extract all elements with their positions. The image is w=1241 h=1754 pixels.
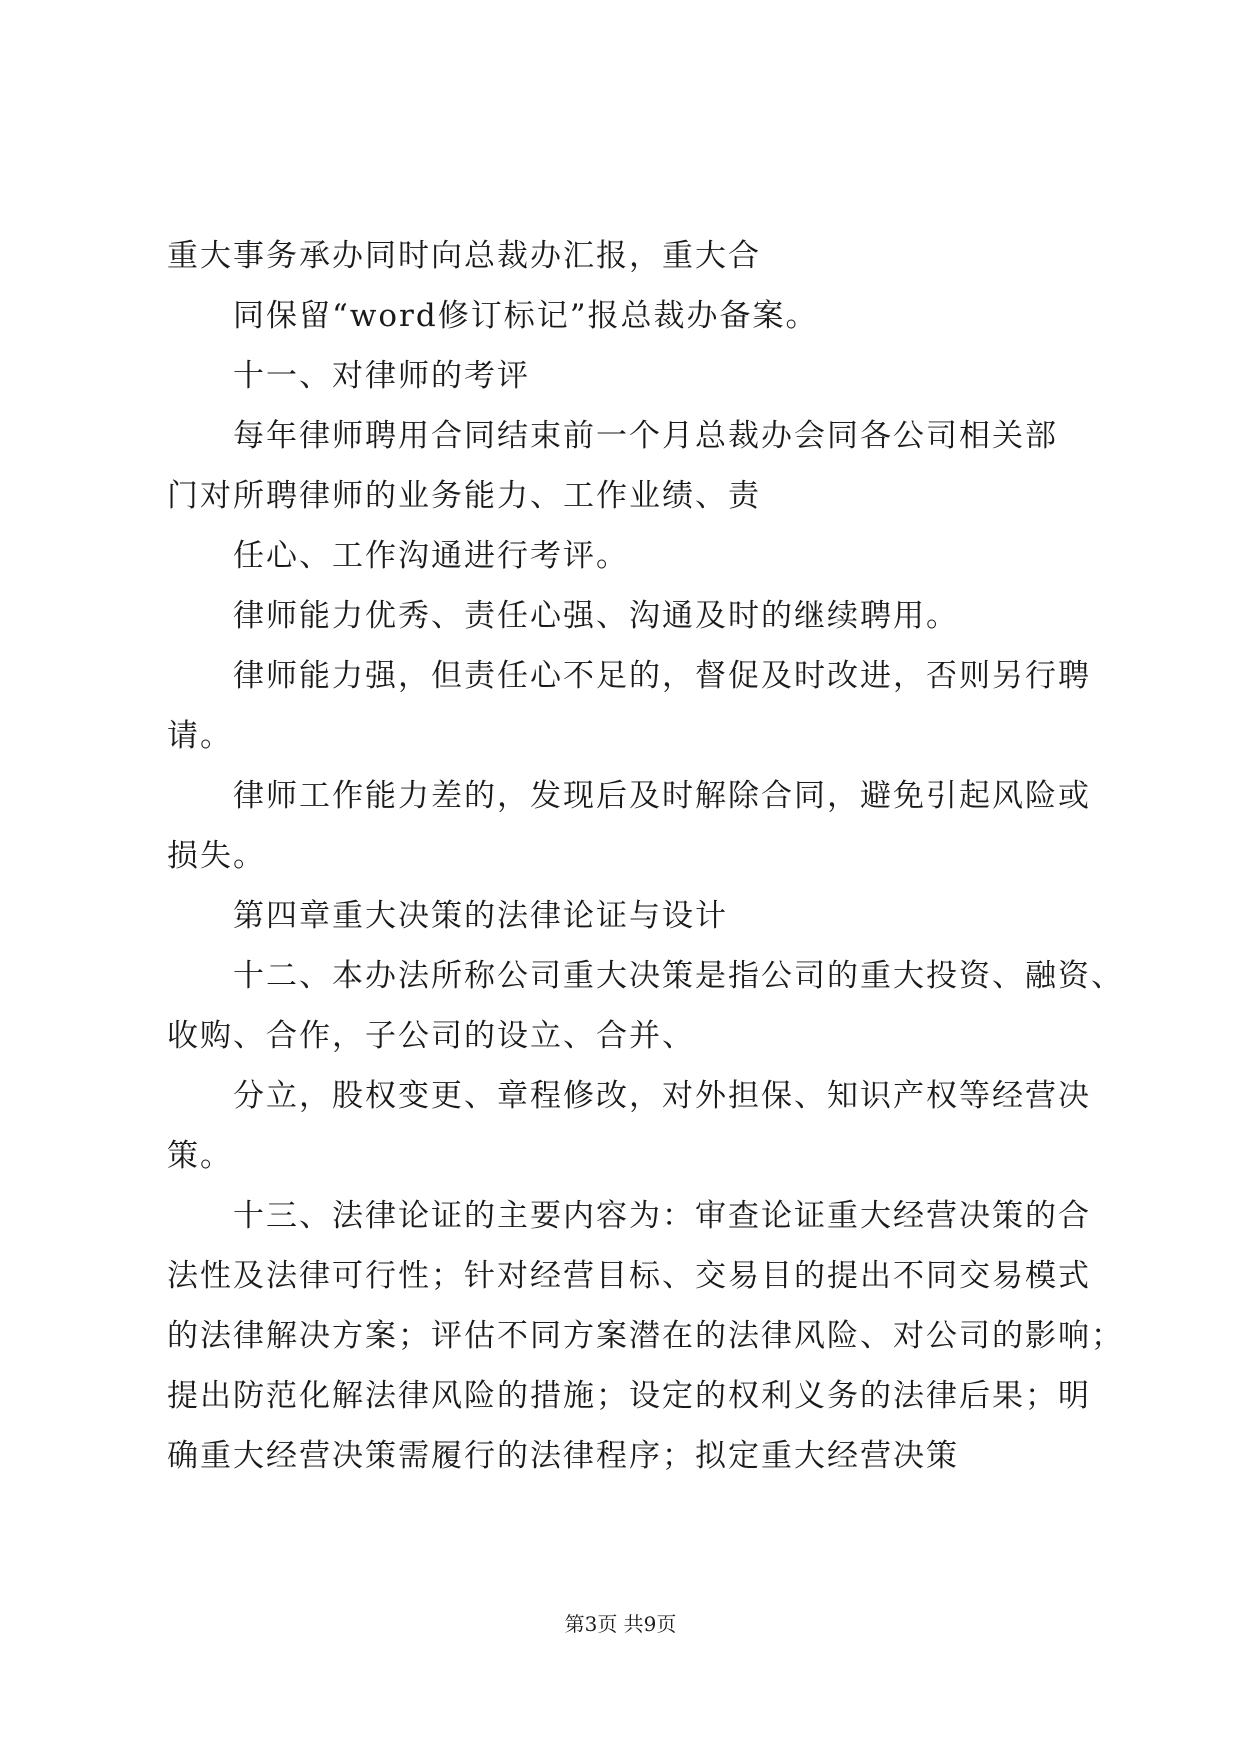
text-line: 的法律解决方案；评估不同方案潜在的法律风险、对公司的影响； xyxy=(167,1318,1124,1354)
chapter-heading: 第四章重大决策的法律论证与设计 xyxy=(233,898,728,934)
text-line: 每年律师聘用合同结束前一个月总裁办会同各公司相关部 xyxy=(233,418,1058,454)
text-line: 确重大经营决策需履行的法律程序；拟定重大经营决策 xyxy=(167,1438,959,1474)
text-line: 律师工作能力差的，发现后及时解除合同，避免引起风险或 xyxy=(233,778,1091,814)
text-line: 任心、工作沟通进行考评。 xyxy=(233,538,629,574)
text-line: 同保留“word修订标记”报总裁办备案。 xyxy=(233,298,819,334)
text-line: 法性及法律可行性；针对经营目标、交易目的提出不同交易模式 xyxy=(167,1258,1091,1294)
section-heading: 十一、对律师的考评 xyxy=(233,358,530,394)
text-line: 提出防范化解法律风险的措施；设定的权利义务的法律后果；明 xyxy=(167,1378,1091,1414)
text-line: 重大事务承办同时向总裁办汇报，重大合 xyxy=(167,238,761,274)
text-line: 门对所聘律师的业务能力、工作业绩、责 xyxy=(167,478,761,514)
text-line: 分立，股权变更、章程修改，对外担保、知识产权等经营决 xyxy=(233,1078,1091,1114)
text-line: 律师能力优秀、责任心强、沟通及时的继续聘用。 xyxy=(233,598,959,634)
text-line: 律师能力强，但责任心不足的，督促及时改进，否则另行聘 xyxy=(233,658,1091,694)
text-line: 请。 xyxy=(167,718,233,754)
text-line: 十三、法律论证的主要内容为：审查论证重大经营决策的合 xyxy=(233,1198,1091,1234)
text-line: 十二、本办法所称公司重大决策是指公司的重大投资、融资、 xyxy=(233,958,1124,994)
text-line: 策。 xyxy=(167,1138,233,1174)
text-line: 收购、合作，子公司的设立、合并、 xyxy=(167,1018,695,1054)
text-line: 损失。 xyxy=(167,838,266,874)
page-footer: 第3页 共9页 xyxy=(564,1612,677,1636)
